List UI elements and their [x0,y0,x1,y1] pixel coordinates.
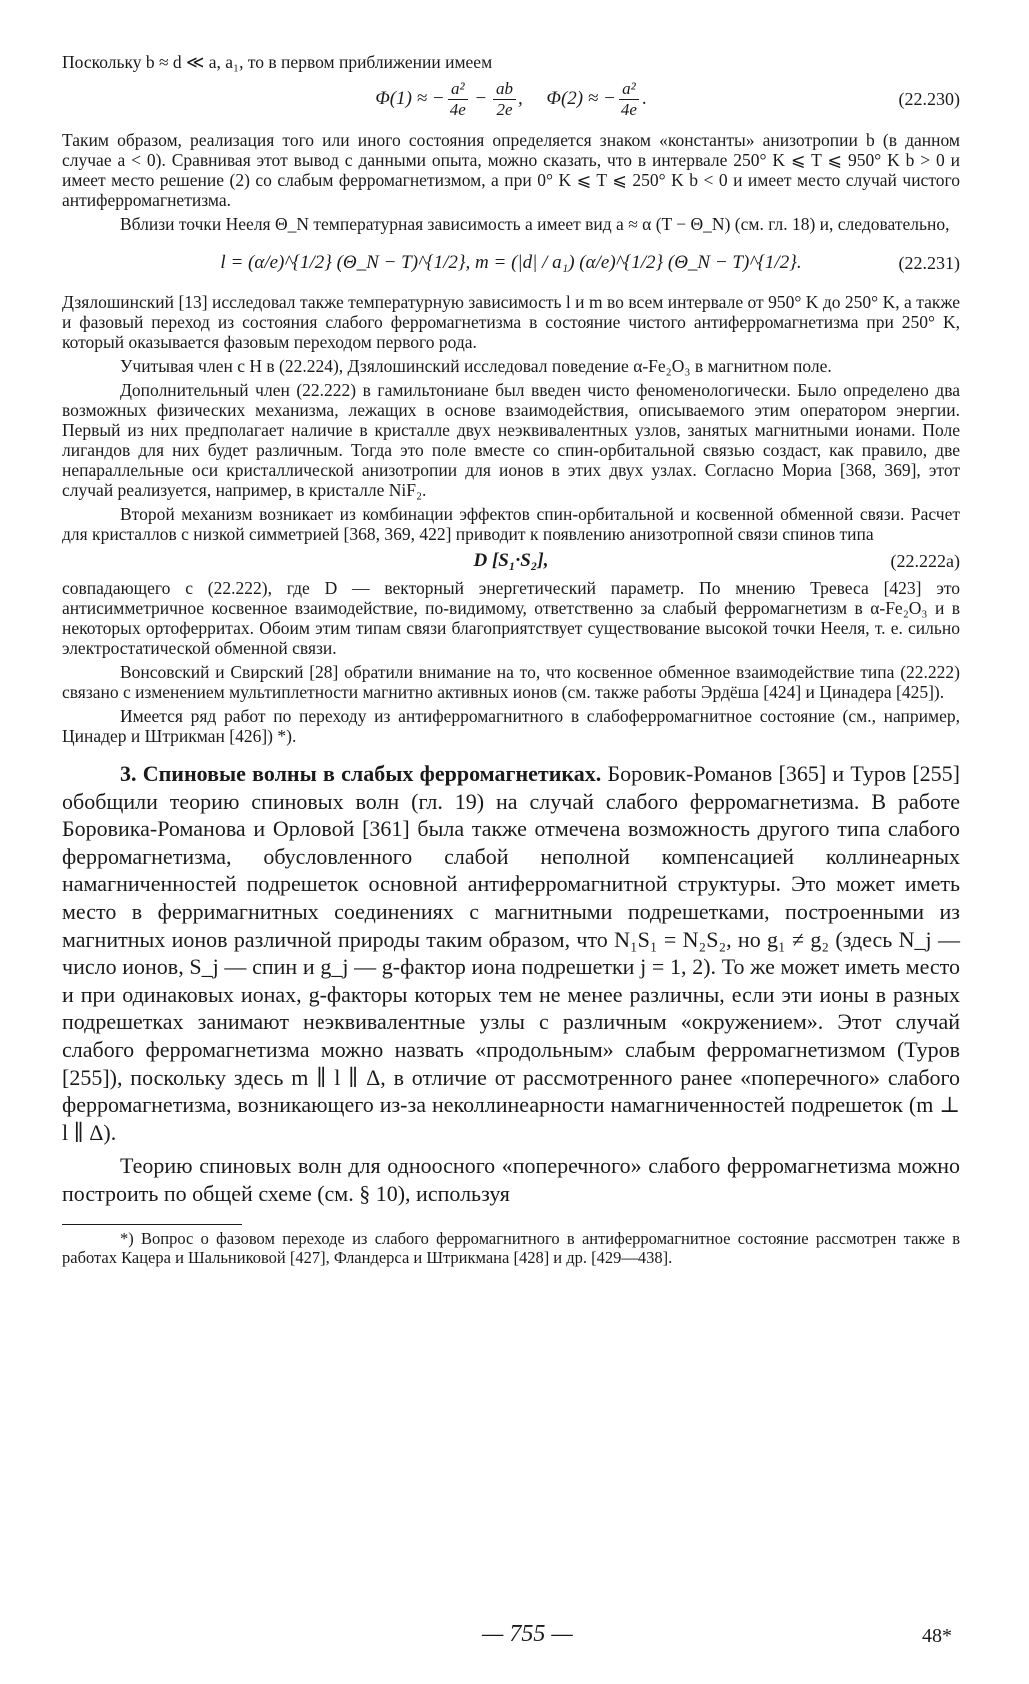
section-3 [62,760,960,1146]
paragraph: Имеется ряд работ по переходу из антиферромагнитного в слабоферромагнитное состояние (см., например, Цинадер и Штрикман [426]) *). [62,706,960,746]
section-text: Боровик-Романов [365] и Туров [255] обобщили теорию спиновых волн (гл. 19) на случай слабого ферромагнетизма. В работе Боровика-Романова и Орловой [361] была также отмечена возможность другого типа слабого ферромагнетизма, обусловленного слабой неполной компенсацией коллинеарных намагниченностей подрешеток основной антиферромагнитной структуры. Это может иметь место в ферримагнитных соединениях с магнитными подрешетками, построенными из магнитных ионов различной природы таким образом, что N₁S₁ = N₂S₂, но g₁ ≠ g₂ (здесь N_j — число ионов, S_j — спин и g_j — g-фактор иона подрешетки j = 1, 2). То же может иметь место и при одинаковых ионах, g-факторы которых тем не менее различны, если эти ионы в разных подрешетках занимают неэквивалентные узлы с различным «окружением». Этот случай слабого ферромагнетизма можно назвать «продольным» слабым ферромагнетизмом (Туров [255]), поскольку здесь m ∥ l ∥ Δ, в отличие от рассмотренного ранее «поперечного» слабого ферромагнетизма, возникающего из-за неколлинеарности намагниченностей подрешеток (m ⊥ l ∥ Δ). [62,761,960,1145]
page-footer [62,1621,960,1651]
eq-fraction [618,79,640,120]
signature-mark: 48* [922,1625,952,1647]
equation-22-230 [62,74,960,124]
page-body [62,52,960,1267]
section-heading: 3. Спиновые волны в слабых ферромагнетиках. [120,761,602,786]
eq-fraction [493,79,516,120]
eq-text: D [S₁·S₂], [473,550,549,571]
equation-number: (22.231) [898,252,960,273]
paragraph: Дзялошинский [13] исследовал также температурную зависимость l и m во всем интервале от 950° K до 250° K, а также и фазовый переход из состояния слабого ферромагнетизма в состояние чистого антиферромагнетизма при 250° K, который оказывается фазовым переходом первого рода. [62,292,960,352]
eq-text: l = (α/e)^{1/2} (Θ_N − T)^{1/2}, m = (|d| / a₁) (α/e)^{1/2} (Θ_N − T)^{1/2}. [220,252,802,273]
equation-number: (22.230) [898,88,960,109]
eq-text: . [641,88,647,109]
paragraph: совпадающего с (22.222), где D — векторный энергетический параметр. По мнению Тревеса [423] это антисимметричное косвенное взаимодействие, по-видимому, ответственно за слабый ферромагнетизм в α-Fe₂O₃ и в некоторых ортоферритах. Обоим этим типам связи благоприятствует существование высокой точки Нееля, т. е. сильно электростатической обменной связи. [62,578,960,658]
eq-den: 4e [449,99,466,119]
equation-number: (22.222a) [890,550,960,571]
paragraph: Дополнительный член (22.222) в гамильтониане был введен чисто феноменологически. Было определено два возможных физических механизма, лежащих в основе взаимодействия, описываемого этим оператором энергии. Первый из них предполагает наличие в кристалле двух неэквивалентных узлов, занятых магнитными ионами. Поле лигандов для них будет различным. Тогда это поле вместе со спин-орбитальной связью создаст, как правило, две непараллельные оси кристаллической анизотропии для ионов в этих двух узлах. Согласно Мориа [368, 369], этот случай реализуется, например, в кристалле NiF₂. [62,380,960,500]
paragraph: Вонсовский и Свирский [28] обратили внимание на то, что косвенное обменное взаимодействие типа (22.222) связано с изменением мультиплетности магнитно активных ионов (см. также работы Эрдёша [424] и Цинадера [425]). [62,662,960,702]
page-number: — 755 — [482,1621,573,1647]
footnote-divider [62,1224,242,1225]
eq-num: a² [619,79,639,100]
equation-22-222a [62,544,960,578]
paragraph: Таким образом, реализация того или иного состояния определяется знаком «константы» анизотропии b (в данном случае a < 0). Сравнивая этот вывод с данными опыта, можно сказать, что в интервале 250° K ⩽ T ⩽ 950° K b > 0 и имеет место решение (2) со слабым ферромагнетизмом, а при 0° K ⩽ T ⩽ 250° K b < 0 и имеет место случай чистого антиферромагнетизма. [62,130,960,210]
paragraph: Учитывая член с H в (22.224), Дзялошинский исследовал поведение α-Fe₂O₃ в магнитном поле. [120,356,832,376]
eq-den: 2e [496,99,513,119]
paragraph: Вблизи точки Нееля Θ_N температурная зависимость a имеет вид a ≈ α (T − Θ_N) (см. гл. 18) и, следовательно, [120,214,950,234]
equation-22-231 [62,234,960,292]
eq-text: − [470,88,491,109]
intro-paragraph: Поскольку b ≈ d ≪ a, a₁, то в первом приближении имеем [62,52,493,72]
paragraph: Второй механизм возникает из комбинации эффектов спин-орбитальной и косвенной обменной связи. Расчет для кристаллов с низкой симметрией [368, 369, 422] приводит к появлению анизотропной связи спинов типа [62,504,960,544]
eq-text: Φ(1) ≈ − [375,88,445,109]
eq-num: ab [493,79,516,100]
eq-text: , Φ(2) ≈ − [517,88,616,109]
footnote: *) Вопрос о фазовом переходе из слабого ферромагнитного в антиферромагнитное состояние рассмотрен также в работах Кацера и Шальниковой [427], Фландерса и Штрикмана [428] и др. [429—438]. [62,1228,960,1267]
eq-num: a² [448,79,468,100]
eq-fraction [447,79,469,120]
eq-den: 4e [620,99,637,119]
paragraph: Теорию спиновых волн для одноосного «поперечного» слабого ферромагнетизма можно построить по общей схеме (см. § 10), используя [62,1153,960,1206]
